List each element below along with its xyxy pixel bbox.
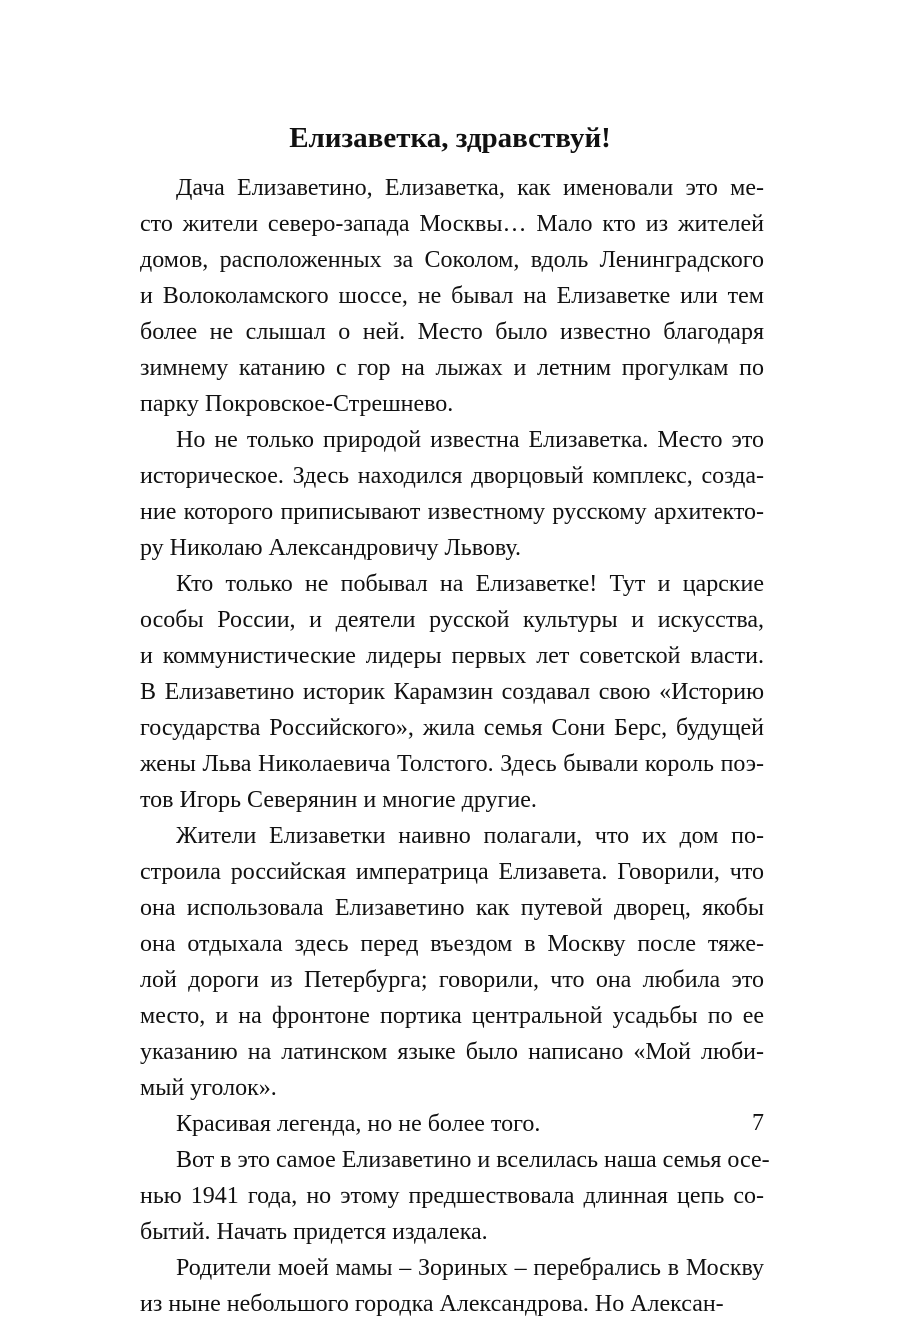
paragraph-line: тов Игорь Северянин и многие другие.	[140, 787, 537, 813]
paragraph-line: жены Льва Николаевича Толстого. Здесь бывали король поэ-	[140, 751, 764, 777]
paragraph-line: и Волоколамского шоссе, не бывал на Елизаветке или тем	[140, 283, 764, 309]
paragraph-line: более не слышал о ней. Место было известно благодаря	[140, 319, 764, 345]
paragraph-line: Родители моей мамы – Зориных – перебрались в Москву	[176, 1255, 764, 1281]
chapter-title: Елизаветка, здравствуй!	[289, 122, 611, 154]
paragraph-line: особы России, и деятели русской культуры и искусства,	[140, 607, 764, 633]
paragraph-line: мый уголок».	[140, 1075, 277, 1101]
paragraph-line: ру Николаю Александровичу Львову.	[140, 535, 521, 561]
paragraph-line: Дача Елизаветино, Елизаветка, как именовали это ме-	[176, 175, 764, 201]
paragraph-line: место, и на фронтоне портика центральной усадьбы по ее	[140, 1003, 764, 1029]
paragraph-line: домов, расположенных за Соколом, вдоль Ленинградского	[140, 247, 764, 273]
paragraph-line: историческое. Здесь находился дворцовый комплекс, созда-	[140, 463, 764, 489]
paragraph-line: нью 1941 года, но этому предшествовала длинная цепь со-	[140, 1183, 764, 1209]
body-text	[140, 170, 770, 1322]
paragraph-line: она использовала Елизаветино как путевой дворец, якобы	[140, 895, 764, 921]
paragraph-line: зимнему катанию с гор на лыжах и летним прогулкам по	[140, 355, 764, 381]
paragraph-line: она отдыхала здесь перед въездом в Москву после тяже-	[140, 931, 764, 957]
paragraph-line: Вот в это самое Елизаветино и вселилась наша семья осе-	[176, 1147, 770, 1173]
paragraph-line: Жители Елизаветки наивно полагали, что их дом по-	[176, 823, 764, 849]
paragraph-line: лой дороги из Петербурга; говорили, что она любила это	[140, 967, 764, 993]
paragraph-line: бытий. Начать придется издалека.	[140, 1219, 488, 1245]
paragraph-line: указанию на латинском языке было написано «Мой люби-	[140, 1039, 764, 1065]
page-number: 7	[752, 1110, 764, 1136]
paragraph-line: Красивая легенда, но не более того.	[176, 1111, 541, 1137]
paragraph-line: Но не только природой известна Елизаветка. Место это	[176, 427, 764, 453]
paragraph-line: В Елизаветино историк Карамзин создавал свою «Историю	[140, 679, 764, 705]
paragraph-line: Кто только не побывал на Елизаветке! Тут и царские	[176, 571, 764, 597]
paragraph-line: из ныне небольшого городка Александрова. Но Алексан-	[140, 1291, 724, 1317]
paragraph-line: сто жители северо-запада Москвы… Мало кто из жителей	[140, 211, 764, 237]
paragraph-line: строила российская императрица Елизавета. Говорили, что	[140, 859, 764, 885]
paragraph-line: ние которого приписывают известному русскому архитекто-	[140, 499, 764, 525]
paragraph-line: парку Покровское-Стрешнево.	[140, 391, 454, 417]
paragraph-line: государства Российского», жила семья Сони Берс, будущей	[140, 715, 764, 741]
paragraph-line: и коммунистические лидеры первых лет советской власти.	[140, 643, 764, 669]
